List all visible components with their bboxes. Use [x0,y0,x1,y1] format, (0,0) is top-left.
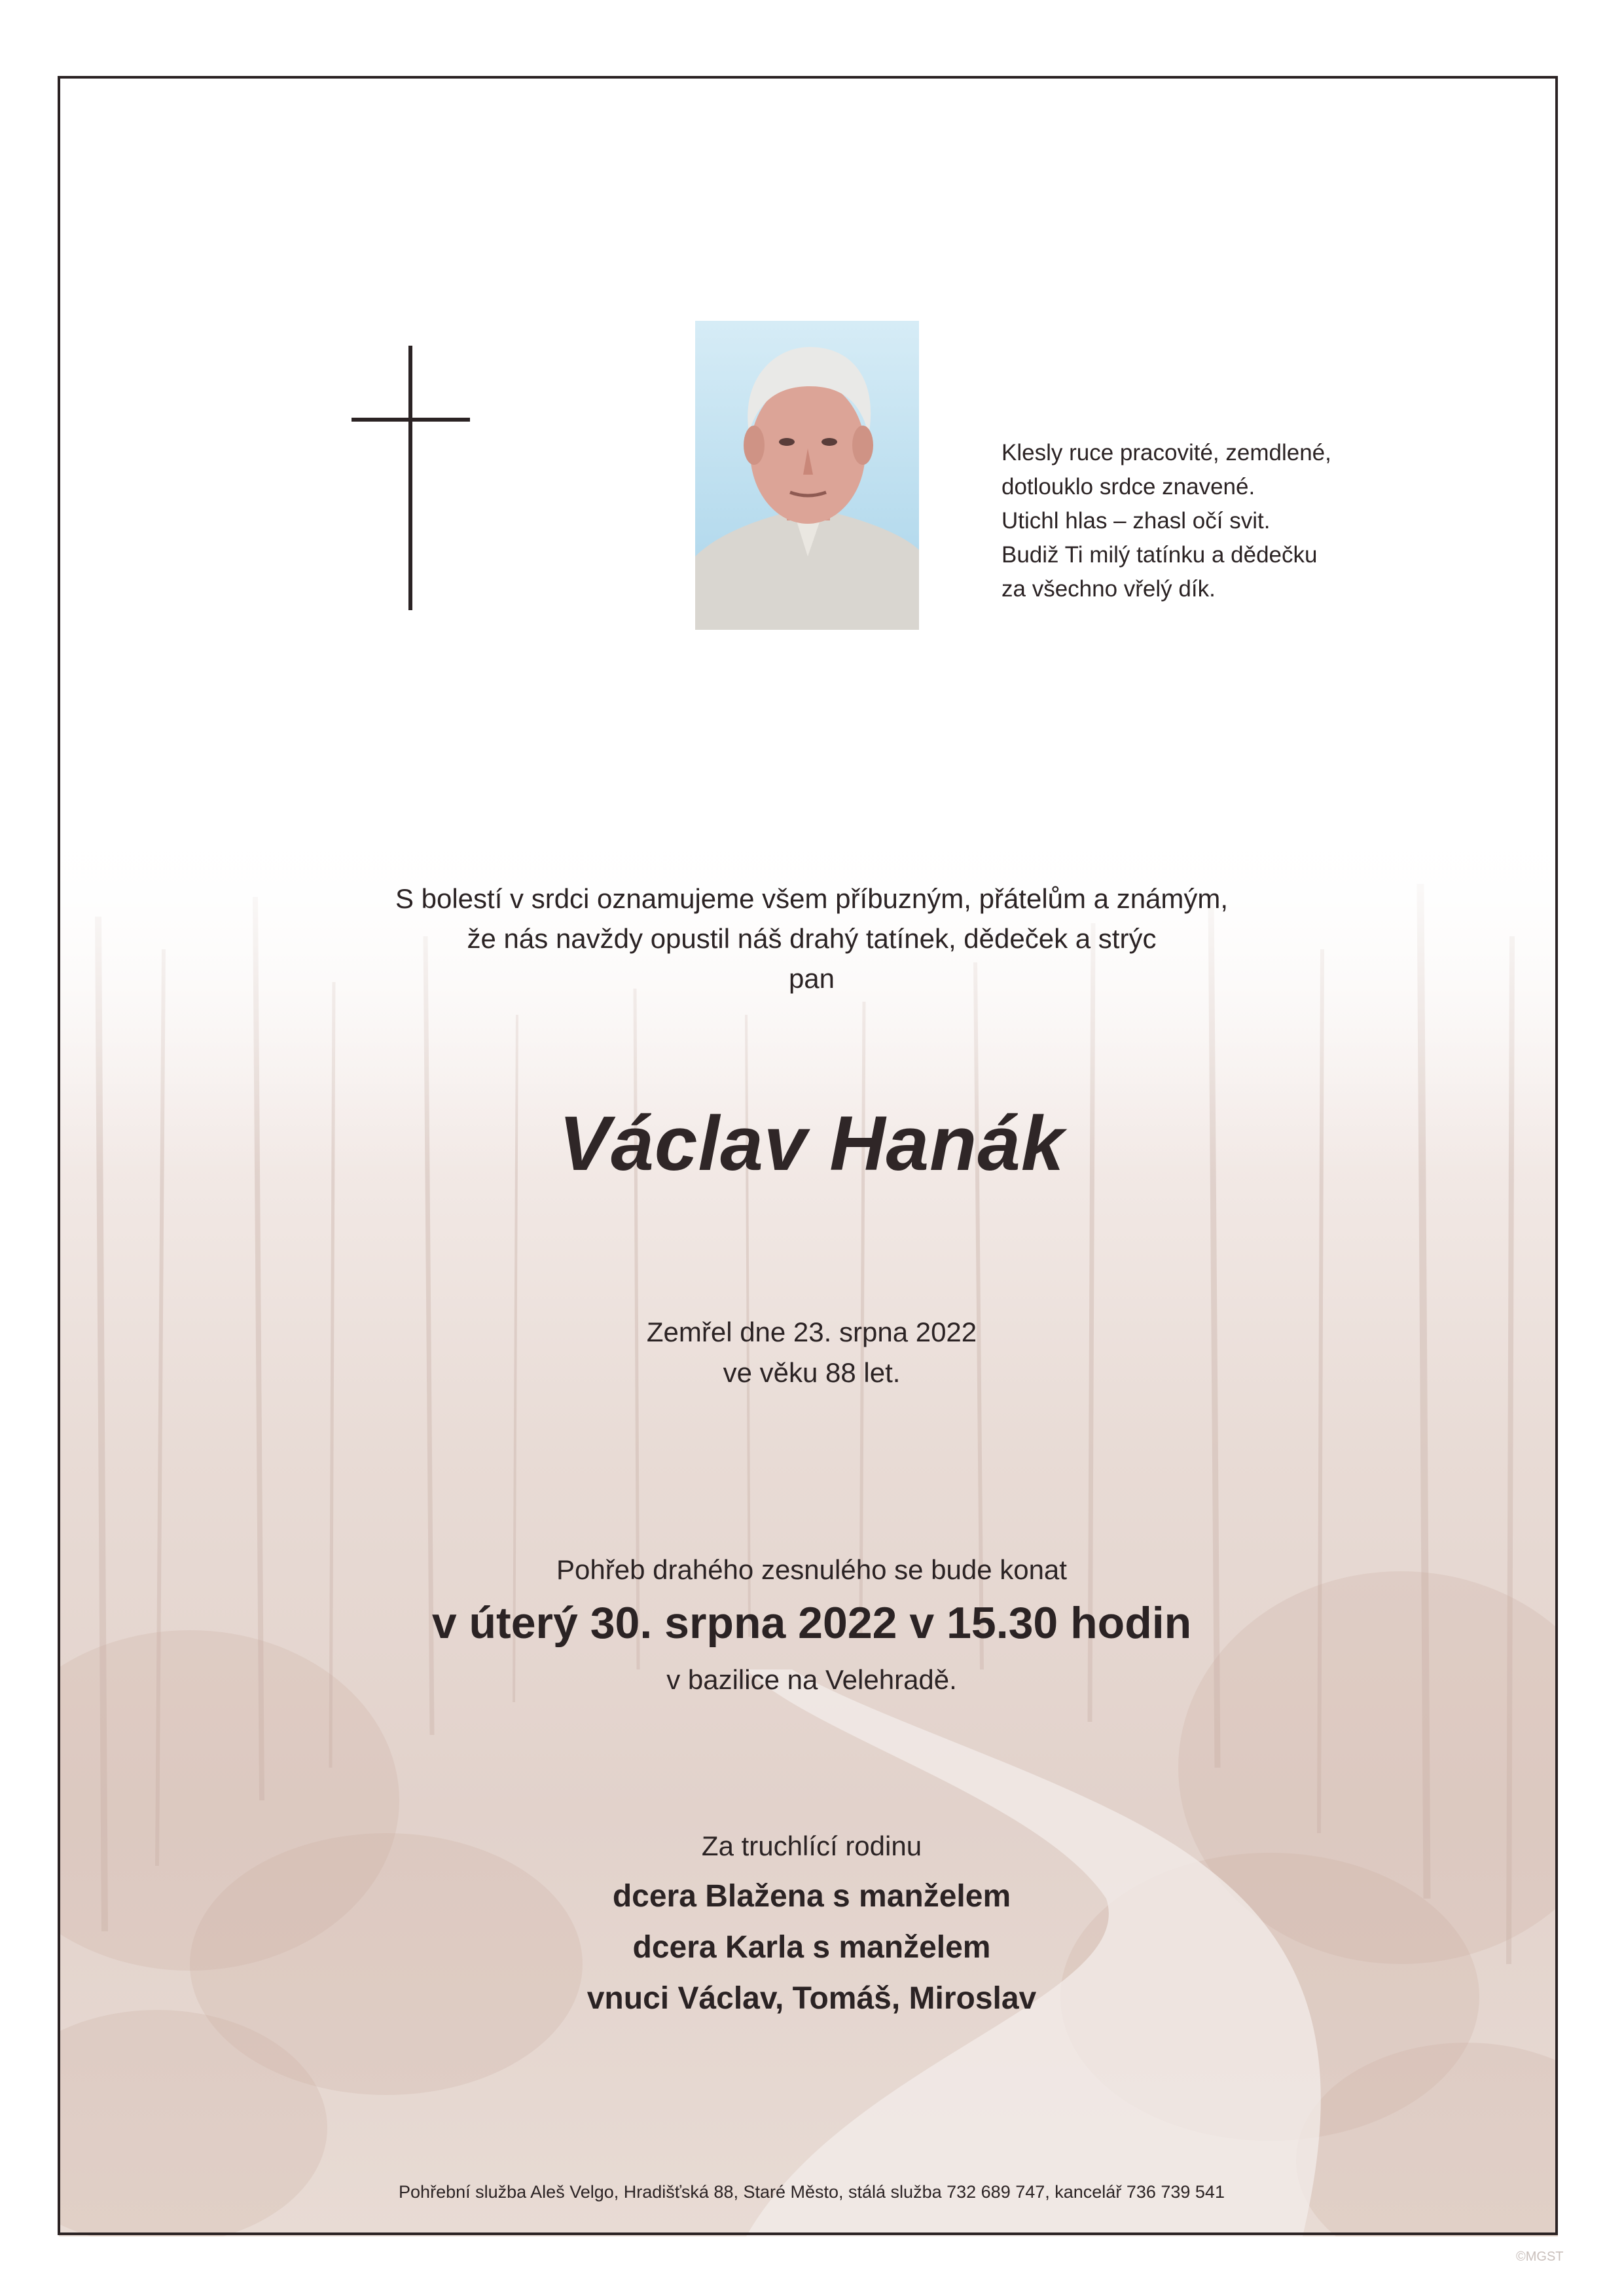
death-age: ve věku 88 let. [723,1357,901,1388]
cross-vertical-bar [408,346,412,610]
mourner-line: dcera Karla s manželem [632,1930,991,1965]
mourners-intro: Za truchlící rodinu [701,1831,922,1861]
mourners-list [353,1871,1270,2024]
announcement-line: že nás navždy opustil náš drahý tatínek, dědeček a strýc [467,923,1157,954]
poem-line: za všechno vřelý dík. [1001,576,1216,602]
funeral-service-footer: Pohřební služba Aleš Velgo, Hradišťská 88, Staré Město, stálá služba 732 689 747, kancelář 736 739 541 [399,2182,1225,2202]
funeral-place: v bazilice na Velehradě. [666,1664,957,1695]
funeral-datetime: v úterý 30. srpna 2022 v 15.30 hodin [431,1598,1192,1648]
death-announcement [288,879,1335,998]
memorial-poem [1001,436,1460,606]
announcement-line: S bolestí v srdci oznamujeme všem příbuzným, přátelům a známým, [395,883,1229,914]
death-date: Zemřel dne 23. srpna 2022 [646,1317,977,1347]
portrait-photo [695,321,919,630]
funeral-intro: Pohřeb drahého zesnulého se bude konat [556,1554,1067,1585]
poem-line: dotlouklo srdce znavené. [1001,474,1255,500]
poem-line: Budiž Ti milý tatínku a dědečku [1001,542,1318,568]
deceased-name: Václav Hanák [558,1101,1065,1187]
cross-horizontal-bar [352,418,470,422]
mourner-line: dcera Blažena s manželem [612,1879,1011,1914]
poem-line: Utichl hlas – zhasl očí svit. [1001,508,1271,534]
mourner-line: vnuci Václav, Tomáš, Miroslav [586,1981,1037,2016]
death-details [484,1312,1139,1393]
announcement-line: pan [788,963,835,994]
poem-line: Klesly ruce pracovité, zemdlené, [1001,440,1331,465]
watermark: ©MGST [1516,2250,1564,2264]
